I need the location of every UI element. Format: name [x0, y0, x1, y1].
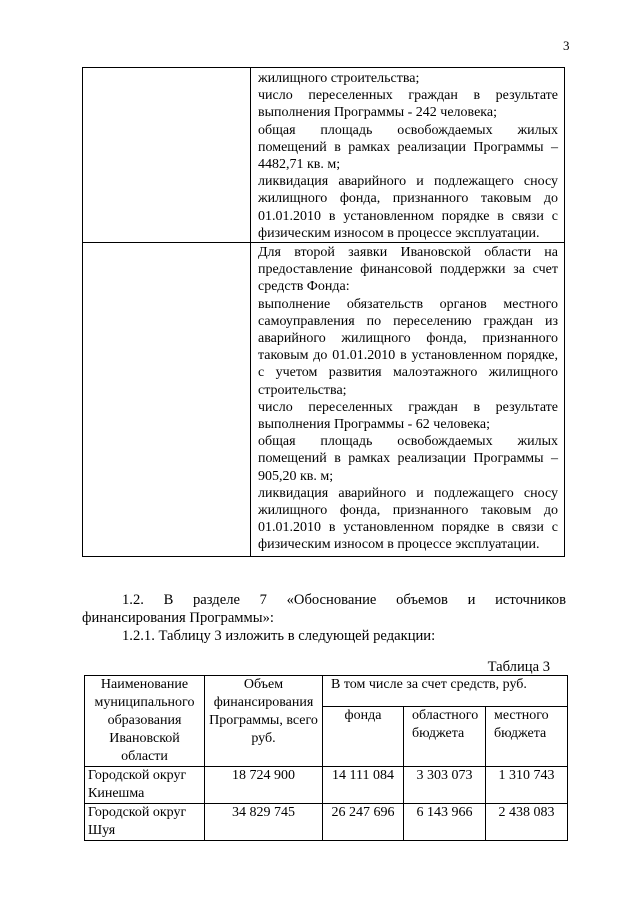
- header-regional-budget: областного бюджета: [404, 706, 486, 766]
- regional-value: 3 303 073: [404, 767, 486, 804]
- indicators-cell-second-application: [251, 243, 565, 557]
- total-value: 34 829 745: [205, 804, 323, 841]
- header-municipality: Наименование муниципального образования Ивановской области: [85, 676, 205, 767]
- empty-left-cell: [83, 243, 251, 557]
- table-row: [85, 767, 568, 804]
- municipality-name: Городской округ Кинешма: [85, 767, 205, 804]
- header-funding-sources: В том числе за счет средств, руб.: [323, 676, 568, 707]
- paragraph-1-2-line2: финансирования Программы»:: [82, 610, 274, 626]
- indicator-text: жилищного строительства;: [258, 71, 420, 86]
- program-indicators-table: [82, 67, 565, 557]
- indicator-text: ликвидация аварийного и подлежащего сносу жилищного фонда, признанного таковым до 01.01.2010 в установленном порядке в связи с физическим износом в процессе эксплуатации.: [258, 485, 558, 553]
- indicator-text: общая площадь освобождаемых жилых помещений в рамках реализации Программы – 4482,71 кв. м;: [258, 122, 558, 173]
- indicator-text: число переселенных граждан в результате выполнения Программы - 242 человека;: [258, 88, 558, 121]
- empty-left-cell: [83, 68, 251, 243]
- header-local-budget: местного бюджета: [486, 706, 568, 766]
- fund-value: 14 111 084: [323, 767, 404, 804]
- page-number: 3: [563, 38, 570, 53]
- local-value: 2 438 083: [486, 804, 568, 841]
- fund-value: 26 247 696: [323, 804, 404, 841]
- indicator-text: ликвидация аварийного и подлежащего сносу жилищного фонда, признанного таковым до 01.01.2010 в установленном порядке в связи с физическим износом в процессе эксплуатации.: [258, 174, 558, 241]
- indicator-text: Для второй заявки Ивановской области на предоставление финансовой поддержки за счет средств Фонда:: [258, 245, 558, 295]
- table-row: [85, 804, 568, 841]
- paragraph-1-2-1: 1.2.1. Таблицу 3 изложить в следующей редакции:: [122, 628, 436, 644]
- indicator-text: выполнение обязательств органов местного самоуправления по переселению граждан из аварийного жилищного фонда, признанного таковым до 01.01.2010 в установленном порядке, с учетом развития малоэтажного жилищного строительства;: [258, 296, 558, 398]
- paragraph-1-2-line1: 1.2. В разделе 7 «Обоснование объемов и источников: [122, 592, 566, 608]
- regional-value: 6 143 966: [404, 804, 486, 841]
- indicator-text: число переселенных граждан в результате выполнения Программы - 62 человека;: [258, 399, 558, 433]
- indicator-text: общая площадь освобождаемых жилых помещений в рамках реализации Программы – 905,20 кв. м;: [258, 434, 558, 484]
- indicators-cell-first-application: [251, 68, 565, 243]
- total-value: 18 724 900: [205, 767, 323, 804]
- table-caption: Таблица 3: [487, 659, 550, 675]
- financing-table: [84, 675, 568, 841]
- local-value: 1 310 743: [486, 767, 568, 804]
- header-fund: фонда: [323, 706, 404, 766]
- header-total: Объем финансирования Программы, всего руб.: [205, 676, 323, 767]
- municipality-name: Городской округ Шуя: [85, 804, 205, 841]
